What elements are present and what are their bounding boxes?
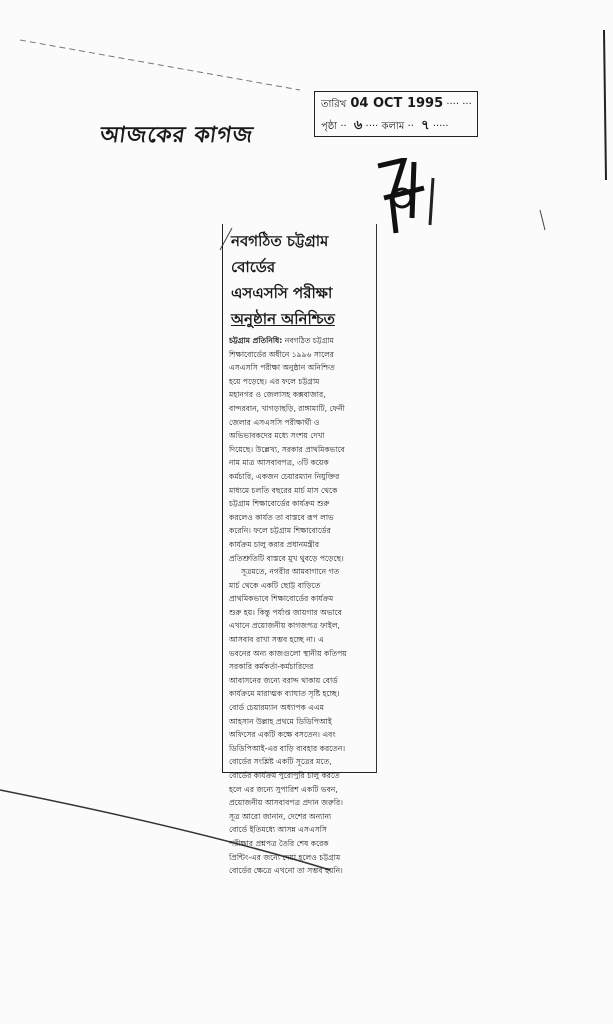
body-line: শুরু হয়। কিন্তু পর্যাপ্ত জায়গার অভাবে	[229, 607, 342, 617]
article-body	[223, 332, 376, 878]
news-article-clipping	[222, 224, 377, 876]
body-line: প্রিন্টিং-এর জন্যে দেয়া হলেও চট্টগ্রাম	[229, 852, 341, 862]
body-line: বোর্ডের ক্ষেত্রে এখনো তা সম্ভব হয়নি।	[229, 866, 343, 876]
body-line: পরীক্ষার প্রশ্নপত্র তৈরি শেষ করেক	[229, 838, 329, 848]
body-line: আসবাব রাখা সম্ভব হচ্ছে না। এ	[229, 635, 324, 645]
body-line: দিয়েছে। উল্লেখ্য, সরকার প্রাথমিকভাবে	[229, 444, 345, 454]
body-line: বোর্ডের সংশ্লিষ্ট একটি সূত্রের মতে,	[229, 757, 332, 767]
stamp-date-value: 04 OCT 1995	[350, 96, 444, 111]
headline-line: নবগঠিত চট্টগ্রাম বোর্ডের	[231, 232, 329, 276]
body-line: কার্যক্রমে মারাত্মক ব্যাঘাত সৃষ্টি হচ্ছে।	[229, 689, 340, 699]
body-line: হয়ে পড়েছে। এর ফলে চট্টগ্রাম	[229, 376, 320, 386]
body-line: শিক্ষাবোর্ডের অধীনে ১৯৯৬ সালের	[229, 349, 334, 359]
body-line: এসএসসি পরীক্ষা অনুষ্ঠান অনিশ্চিত	[229, 363, 335, 373]
headline-line: অনুষ্ঠান অনিশ্চিত	[231, 310, 335, 328]
body-line: এখানে প্রয়োজনীয় কাগজপত্র ফাইল,	[229, 621, 340, 631]
body-line: চট্টগ্রাম শিক্ষাবোর্ডের কার্যক্রম শুরু	[229, 499, 330, 509]
stamp-column-label: কলাম	[381, 121, 405, 132]
body-line: ডিডিপিআই-এর বাড়ি ব্যবহার করতেন।	[229, 743, 346, 753]
stamp-column-value: ৭	[421, 118, 430, 133]
body-line: অফিসের একটি কক্ষে বসতেন। এবং	[229, 730, 336, 740]
stamp-page-label: পৃষ্ঠা	[321, 121, 338, 132]
body-line: মহানগর ও জেলাসহ কক্সবাজার,	[229, 390, 326, 400]
body-line: জেলার এসএসসি পরীক্ষার্থী ও	[229, 417, 320, 427]
body-line: বোর্ডে ইতিমধ্যে আসন্ন এসএসসি	[229, 825, 327, 835]
stamp-date-label: তারিখ	[321, 99, 347, 110]
body-line: কার্যক্রম চালু করার প্রধানমন্ত্রীর	[229, 539, 320, 549]
body-line: করেনি। ফলে চট্টগ্রাম শিক্ষাবোর্ডের	[229, 526, 331, 536]
body-line: সরকারি কর্মকর্তা-কর্মচারিদের	[229, 662, 314, 672]
byline: চট্টগ্রাম প্রতিনিধি:	[229, 336, 283, 345]
body-line: সূত্রমতে, নগরীর আমবাগানে গত	[241, 567, 340, 577]
handwritten-number-71	[374, 158, 444, 238]
date-stamp: তারিখ 04 OCT 1995 ···· ··· পৃষ্ঠা ·· ৬ ···· কলাম ·· ৭ ·····	[314, 91, 478, 137]
stamp-page-value: ৬	[353, 118, 363, 133]
body-line: বোর্ড চেয়ারম্যান অধ্যাপক এএম	[229, 703, 324, 713]
body-line: প্রাথমিকভাবে শিক্ষাবোর্ডের কার্যক্রম	[229, 594, 334, 604]
body-line: আবাসনের জন্যে বরাদ্দ থাকায় বোর্ড	[229, 675, 338, 685]
body-line: বোর্ডের কার্যক্রম পুরোপুরি চালু করতে	[229, 771, 340, 780]
body-line: প্রতিশ্রুতিটি বাস্তবে মুখ থুবড়ে পড়েছে।	[229, 553, 344, 563]
body-line: অভিভাবকদের মধ্যে সংশয় দেখা	[229, 431, 325, 441]
body-line: প্রয়োজনীয় আসবাবপত্র প্রদান জরুরি।	[229, 798, 343, 808]
article-headline	[223, 224, 376, 332]
body-line: হলে এর জন্যে সুপারিশ একটি ভবন,	[229, 784, 338, 794]
body-line: করলেও কার্যত তা বাস্তবে রূপ লাভ	[229, 512, 334, 522]
body-line: সূত্র আরো জানান, দেশের অন্যান্য	[229, 811, 332, 821]
newspaper-masthead: আজকের কাগজ	[98, 123, 256, 148]
headline-line: এসএসসি পরীক্ষা	[231, 284, 333, 302]
body-line: আহসান উল্লাহ প্রথমে ডিডিপিআই	[229, 716, 332, 726]
body-line: কর্মচারি, একজন চেয়ারম্যান নিযুক্তির	[229, 471, 340, 481]
body-line: নাম মাত্র আসবাবপত্র, ৩টি কয়েক	[229, 458, 329, 468]
body-line: মাধ্যমে চলতি বছরের মার্চ মাস থেকে	[229, 485, 338, 495]
body-line: নবগঠিত চট্টগ্রাম	[284, 336, 334, 345]
body-line: ভবনের অন্য কাজগুলো স্থানীয় কতিপয়	[229, 648, 347, 658]
body-line: বান্দরবান, খাগড়াছড়ি, রাঙ্গামাটি, ফেনী	[229, 403, 345, 413]
body-line: মার্চ থেকে একটি ছোট্ট বাড়িতে	[229, 580, 321, 590]
